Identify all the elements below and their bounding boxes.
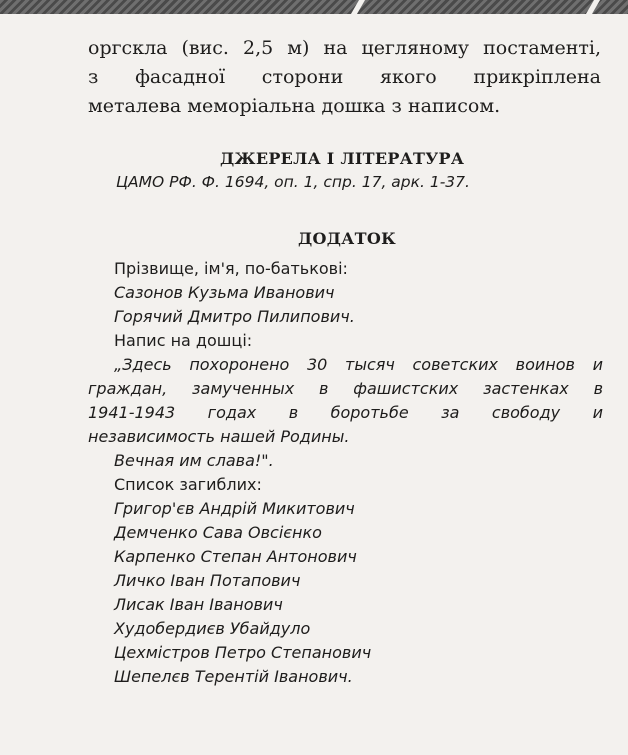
plaque-line: независимость нашей Родины. xyxy=(88,427,350,446)
buried-name: Горячий Дмитро Пилипович. xyxy=(114,307,355,326)
plaque-closing: Вечная им слава!". xyxy=(114,451,274,470)
buried-name: Сазонов Кузьма Иванович xyxy=(114,283,335,302)
fallen-name: Цехмістров Петро Степанович xyxy=(114,643,372,662)
fallen-name: Карпенко Степан Антонович xyxy=(114,547,357,566)
fallen-name: Демченко Сава Овсієнко xyxy=(114,523,322,542)
intro-line: металева меморіальна дошка з написом. xyxy=(88,95,501,117)
surname-label: Прізвище, ім'я, по-батькові: xyxy=(114,259,348,278)
fallen-name: Лисак Іван Іванович xyxy=(114,595,283,614)
plaque-line: 1941-1943 годах в боротьбе за свободу и xyxy=(88,403,603,422)
plaque-line: „Здесь похоронено 30 тысяч советских воинов и xyxy=(114,355,603,374)
appendix-body xyxy=(88,257,606,689)
fallen-list-label: Список загиблих: xyxy=(114,475,262,494)
intro-line: з фасадної сторони якого прикріплена xyxy=(88,66,601,88)
fallen-name: Личко Іван Потапович xyxy=(114,571,301,590)
top-decorative-band xyxy=(0,0,628,14)
band-gap xyxy=(351,0,365,14)
fallen-name: Худобердиєв Убайдуло xyxy=(114,619,311,638)
plaque-inscription xyxy=(88,353,603,473)
fallen-name: Григор'єв Андрій Микитович xyxy=(114,499,355,518)
band-gap xyxy=(586,0,600,14)
fallen-name: Шепелєв Терентій Іванович. xyxy=(114,667,353,686)
appendix-heading: ДОДАТОК xyxy=(298,229,396,248)
intro-line: оргскла (вис. 2,5 м) на цегляному постаменті, xyxy=(88,37,601,59)
plaque-label: Напис на дошці: xyxy=(114,331,253,350)
intro-paragraph xyxy=(88,34,601,121)
plaque-line: граждан, замученных в фашистских застенках в xyxy=(88,379,603,398)
sources-heading: ДЖЕРЕЛА І ЛІТЕРАТУРА xyxy=(220,149,465,168)
source-entry: ЦАМО РФ. Ф. 1694, оп. 1, спр. 17, арк. 1-37. xyxy=(116,173,470,191)
